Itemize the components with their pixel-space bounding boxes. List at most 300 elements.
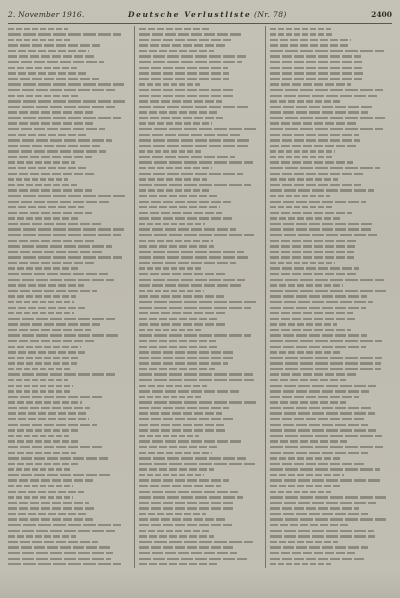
entry-line-mark <box>139 546 234 548</box>
entry-line-mark <box>270 401 346 403</box>
entry-line-mark <box>270 195 330 197</box>
entry-line-mark <box>8 418 89 420</box>
entry-line-mark <box>8 552 113 554</box>
entry-line-mark <box>270 33 334 35</box>
entry-line-mark <box>8 412 87 414</box>
entry-line-mark <box>8 340 95 342</box>
entry-line-mark <box>270 552 355 554</box>
entry-line-mark <box>139 418 233 420</box>
entry-line-mark <box>8 39 71 41</box>
entry-line-mark <box>139 334 251 336</box>
entry-line-mark <box>139 145 248 147</box>
entry-line-mark <box>8 435 69 437</box>
entry-line-mark <box>270 558 366 560</box>
entry-line-mark <box>8 167 87 169</box>
entry-line-mark <box>8 55 94 57</box>
entry-line-mark <box>270 362 381 364</box>
entry-line-mark <box>139 33 241 35</box>
entry-line-mark <box>270 262 335 264</box>
entry-line-mark <box>8 217 79 219</box>
entry-line-mark <box>270 189 374 191</box>
page-edge-shading <box>0 572 400 598</box>
entry-line-mark <box>270 150 335 152</box>
entry-line-mark <box>139 329 203 331</box>
entry-line-mark <box>270 507 359 509</box>
entry-line-mark <box>270 78 362 80</box>
entry-line-mark <box>270 446 383 448</box>
entry-line-mark <box>270 530 374 532</box>
entry-line-mark <box>139 67 228 69</box>
casualty-list <box>8 26 392 568</box>
entry-line-mark <box>139 44 225 46</box>
entry-line-mark <box>270 106 373 108</box>
entry-line-mark <box>270 156 334 158</box>
entry-line-mark <box>270 351 342 353</box>
entry-line-mark <box>139 161 253 163</box>
entry-line-mark <box>8 312 74 314</box>
entry-line-mark <box>139 178 207 180</box>
entry-line-mark <box>8 262 94 264</box>
entry-line-mark <box>8 273 108 275</box>
entry-line-mark <box>270 502 376 504</box>
entry-line-mark <box>139 234 254 236</box>
entry-line-mark <box>139 307 251 309</box>
entry-line-mark <box>8 184 77 186</box>
entry-line-mark <box>8 524 121 526</box>
entry-line-mark <box>139 362 228 364</box>
entry-line-mark <box>270 100 341 102</box>
entry-line-mark <box>270 55 361 57</box>
entry-line-mark <box>270 184 361 186</box>
list-entry <box>139 562 261 568</box>
entry-line-mark <box>270 513 368 515</box>
entry-line-mark <box>139 312 226 314</box>
entry-line-mark <box>270 468 380 470</box>
entry-line-mark <box>139 206 220 208</box>
entry-line-mark <box>270 301 373 303</box>
entry-line-mark <box>8 117 121 119</box>
entry-line-mark <box>8 212 92 214</box>
entry-line-mark <box>139 379 254 381</box>
entry-line-mark <box>139 518 225 520</box>
entry-line-mark <box>139 435 199 437</box>
entry-line-mark <box>8 95 78 97</box>
entry-line-mark <box>270 44 349 46</box>
entry-line-mark <box>270 111 368 113</box>
entry-line-mark <box>270 240 356 242</box>
entry-line-mark <box>270 267 359 269</box>
entry-line-mark <box>139 318 219 320</box>
entry-line-mark <box>139 479 229 481</box>
entry-line-mark <box>8 429 78 431</box>
entry-line-mark <box>139 156 235 158</box>
entry-line-mark <box>8 468 70 470</box>
entry-line-mark <box>8 61 104 63</box>
entry-line-mark <box>270 329 351 331</box>
entry-line-mark <box>8 267 80 269</box>
list-column-2 <box>139 26 261 568</box>
list-column-1 <box>8 26 130 568</box>
entry-line-mark <box>270 117 385 119</box>
entry-line-mark <box>8 541 98 543</box>
entry-line-mark <box>139 122 212 124</box>
entry-line-mark <box>8 379 68 381</box>
entry-line-mark <box>139 223 205 225</box>
entry-line-mark <box>139 368 215 370</box>
entry-line-mark <box>139 167 212 169</box>
entry-line-mark <box>139 301 256 303</box>
entry-line-mark <box>270 346 366 348</box>
entry-line-mark <box>8 323 100 325</box>
entry-line-mark <box>270 206 332 208</box>
entry-line-mark <box>8 301 74 303</box>
entry-line-mark <box>139 273 227 275</box>
entry-line-mark <box>8 72 87 74</box>
entry-line-mark <box>270 122 356 124</box>
entry-line-mark <box>8 563 121 565</box>
entry-line-mark <box>8 161 75 163</box>
entry-line-mark <box>270 418 365 420</box>
entry-line-mark <box>139 89 233 91</box>
entry-line-mark <box>8 106 115 108</box>
entry-line-mark <box>139 429 225 431</box>
header-rule <box>8 23 392 24</box>
entry-line-mark <box>270 217 341 219</box>
entry-line-mark <box>270 307 366 309</box>
entry-line-mark <box>270 83 351 85</box>
entry-line-mark <box>8 401 82 403</box>
entry-line-mark <box>8 530 115 532</box>
entry-line-mark <box>270 546 368 548</box>
entry-line-mark <box>139 457 246 459</box>
entry-line-mark <box>8 440 79 442</box>
entry-line-mark <box>270 518 386 520</box>
entry-line-mark <box>270 479 380 481</box>
entry-line-mark <box>139 346 218 348</box>
entry-line-mark <box>139 390 239 392</box>
entry-line-mark <box>270 318 355 320</box>
entry-line-mark <box>8 201 109 203</box>
entry-line-mark <box>8 178 68 180</box>
entry-line-mark <box>270 407 371 409</box>
entry-line-mark <box>139 373 253 375</box>
entry-line-mark <box>139 541 253 543</box>
entry-line-mark <box>8 173 96 175</box>
entry-line-mark <box>270 228 371 230</box>
entry-line-mark <box>270 524 348 526</box>
entry-line-mark <box>8 502 89 504</box>
entry-line-mark <box>270 496 386 498</box>
entry-line-mark <box>270 251 354 253</box>
entry-line-mark <box>139 323 227 325</box>
entry-line-mark <box>8 491 84 493</box>
entry-line-mark <box>8 446 102 448</box>
entry-line-mark <box>270 212 352 214</box>
entry-line-mark <box>139 485 221 487</box>
entry-line-mark <box>8 279 114 281</box>
entry-line-mark <box>8 145 100 147</box>
entry-line-mark <box>8 463 78 465</box>
entry-line-mark <box>270 167 380 169</box>
entry-line-mark <box>8 134 86 136</box>
entry-line-mark <box>8 318 115 320</box>
entry-line-mark <box>270 279 384 281</box>
publication-title: Deutsche Verlustliste <box>128 10 252 19</box>
entry-line-mark <box>8 67 77 69</box>
entry-line-mark <box>139 452 212 454</box>
entry-line-mark <box>270 373 358 375</box>
entry-line-mark <box>270 390 369 392</box>
entry-line-mark <box>139 385 207 387</box>
entry-line-mark <box>8 407 90 409</box>
entry-line-mark <box>139 474 204 476</box>
entry-line-mark <box>8 346 81 348</box>
entry-line-mark <box>270 323 337 325</box>
entry-line-mark <box>270 463 364 465</box>
entry-line-mark <box>8 234 121 236</box>
entry-line-mark <box>139 424 224 426</box>
entry-line-mark <box>139 106 248 108</box>
list-entry <box>8 562 130 568</box>
entry-line-mark <box>139 284 241 286</box>
entry-line-mark <box>8 256 122 258</box>
entry-line-mark <box>8 390 72 392</box>
entry-line-mark <box>8 139 112 141</box>
entry-line-mark <box>270 412 375 414</box>
entry-line-mark <box>8 295 76 297</box>
entry-line-mark <box>270 295 367 297</box>
entry-line-mark <box>8 223 101 225</box>
entry-line-mark <box>139 502 235 504</box>
entry-line-mark <box>139 463 255 465</box>
entry-line-mark <box>8 334 118 336</box>
entry-line-mark <box>270 284 343 286</box>
entry-line-mark <box>270 72 363 74</box>
entry-line-mark <box>270 435 382 437</box>
entry-line-mark <box>8 507 96 509</box>
entry-line-mark <box>139 396 203 398</box>
entry-line-mark <box>270 424 368 426</box>
entry-line-mark <box>139 563 219 565</box>
page-number: 2400 <box>371 10 392 19</box>
entry-line-mark <box>270 396 359 398</box>
entry-line-mark <box>8 424 97 426</box>
entry-line-mark <box>139 201 231 203</box>
entry-line-mark <box>8 206 84 208</box>
entry-line-mark <box>8 33 121 35</box>
entry-line-mark <box>270 39 351 41</box>
issue-date: 2. November 1916. <box>8 10 85 19</box>
entry-line-mark <box>270 452 368 454</box>
entry-line-mark <box>139 111 218 113</box>
entry-line-mark <box>8 284 84 286</box>
entry-line-mark <box>139 139 249 141</box>
entry-line-mark <box>139 195 218 197</box>
entry-line-mark <box>139 128 256 130</box>
entry-line-mark <box>8 368 72 370</box>
entry-line-mark <box>270 485 340 487</box>
entry-line-mark <box>139 134 240 136</box>
entry-line-mark <box>8 195 125 197</box>
entry-line-mark <box>270 429 376 431</box>
issue-number: (Nr. 78) <box>254 10 287 19</box>
entry-line-mark <box>8 457 108 459</box>
entry-line-mark <box>139 262 236 264</box>
entry-line-mark <box>139 496 243 498</box>
list-entry <box>270 562 392 568</box>
entry-line-mark <box>8 474 110 476</box>
entry-line-mark <box>270 128 383 130</box>
entry-line-mark <box>139 524 232 526</box>
entry-line-mark <box>139 552 237 554</box>
entry-line-mark <box>8 385 73 387</box>
entry-line-mark <box>270 368 381 370</box>
entry-line-mark <box>8 111 93 113</box>
entry-line-mark <box>270 201 366 203</box>
entry-line-mark <box>139 535 214 537</box>
entry-line-mark <box>139 468 214 470</box>
entry-line-mark <box>270 89 383 91</box>
entry-line-mark <box>139 100 222 102</box>
entry-line-mark <box>8 351 85 353</box>
entry-line-mark <box>8 290 97 292</box>
entry-line-mark <box>139 401 256 403</box>
column-divider <box>134 26 135 568</box>
entry-line-mark <box>270 145 358 147</box>
entry-line-mark <box>139 340 216 342</box>
entry-line-mark <box>8 513 88 515</box>
entry-line-mark <box>139 351 234 353</box>
entry-line-mark <box>8 245 112 247</box>
entry-line-mark <box>8 357 78 359</box>
entry-line-mark <box>139 407 229 409</box>
entry-line-mark <box>139 357 233 359</box>
entry-line-mark <box>270 491 331 493</box>
entry-line-mark <box>270 134 359 136</box>
entry-line-mark <box>8 128 105 130</box>
entry-line-mark <box>139 440 241 442</box>
entry-line-mark <box>8 122 93 124</box>
entry-line-mark <box>270 457 340 459</box>
entry-line-mark <box>139 491 238 493</box>
entry-line-mark <box>270 139 360 141</box>
entry-line-mark <box>139 267 203 269</box>
entry-line-mark <box>270 357 382 359</box>
entry-line-mark <box>8 100 125 102</box>
entry-line-mark <box>139 28 209 30</box>
entry-line-mark <box>139 228 236 230</box>
entry-line-mark <box>270 173 363 175</box>
entry-line-mark <box>270 535 375 537</box>
entry-line-mark <box>8 156 92 158</box>
entry-line-mark <box>8 28 68 30</box>
entry-line-mark <box>139 50 214 52</box>
entry-line-mark <box>139 173 243 175</box>
entry-line-mark <box>270 161 353 163</box>
entry-line-mark <box>8 78 99 80</box>
entry-line-mark <box>8 83 124 85</box>
entry-line-mark <box>8 362 77 364</box>
entry-line-mark <box>139 240 213 242</box>
entry-line-mark <box>139 513 206 515</box>
entry-line-mark <box>139 295 224 297</box>
entry-line-mark <box>139 507 234 509</box>
entry-line-mark <box>270 245 355 247</box>
entry-line-mark <box>270 223 372 225</box>
entry-line-mark <box>139 290 204 292</box>
entry-line-mark <box>139 279 245 281</box>
entry-line-mark <box>270 340 382 342</box>
entry-line-mark <box>8 50 89 52</box>
entry-line-mark <box>8 240 95 242</box>
entry-line-mark <box>270 256 354 258</box>
entry-line-mark <box>139 212 222 214</box>
entry-line-mark <box>8 228 124 230</box>
entry-line-mark <box>139 61 242 63</box>
entry-line-mark <box>139 530 209 532</box>
entry-line-mark <box>270 563 331 565</box>
entry-line-mark <box>8 518 93 520</box>
entry-line-mark <box>270 50 384 52</box>
entry-line-mark <box>8 546 110 548</box>
entry-line-mark <box>139 558 247 560</box>
entry-line-mark <box>8 452 76 454</box>
entry-line-mark <box>270 312 353 314</box>
entry-line-mark <box>139 251 244 253</box>
entry-line-mark <box>8 189 92 191</box>
list-column-3 <box>270 26 392 568</box>
entry-line-mark <box>139 245 214 247</box>
entry-line-mark <box>8 373 115 375</box>
entry-line-mark <box>139 184 251 186</box>
entry-line-mark <box>270 28 331 30</box>
entry-line-mark <box>139 412 222 414</box>
entry-line-mark <box>270 67 362 69</box>
entry-line-mark <box>270 273 358 275</box>
entry-line-mark <box>270 95 377 97</box>
entry-line-mark <box>139 72 229 74</box>
entry-line-mark <box>8 44 100 46</box>
entry-line-mark <box>8 558 111 560</box>
entry-line-mark <box>8 89 115 91</box>
entry-line-mark <box>139 95 234 97</box>
column-divider <box>265 26 266 568</box>
entry-line-mark <box>270 541 338 543</box>
entry-line-mark <box>270 178 338 180</box>
entry-line-mark <box>8 535 76 537</box>
entry-line-mark <box>139 446 218 448</box>
entry-line-mark <box>139 150 201 152</box>
entry-line-mark <box>270 334 367 336</box>
entry-line-mark <box>8 485 73 487</box>
entry-line-mark <box>139 83 200 85</box>
entry-line-mark <box>139 78 229 80</box>
entry-line-mark <box>270 474 344 476</box>
entry-line-mark <box>139 217 232 219</box>
entry-line-mark <box>139 39 231 41</box>
entry-line-mark <box>270 379 346 381</box>
entry-line-mark <box>139 55 246 57</box>
entry-line-mark <box>139 117 223 119</box>
entry-line-mark <box>270 61 362 63</box>
entry-line-mark <box>8 479 93 481</box>
entry-line-mark <box>270 385 376 387</box>
entry-line-mark <box>270 234 377 236</box>
entry-line-mark <box>8 150 106 152</box>
entry-line-mark <box>8 307 85 309</box>
entry-line-mark <box>8 329 91 331</box>
entry-line-mark <box>8 251 102 253</box>
